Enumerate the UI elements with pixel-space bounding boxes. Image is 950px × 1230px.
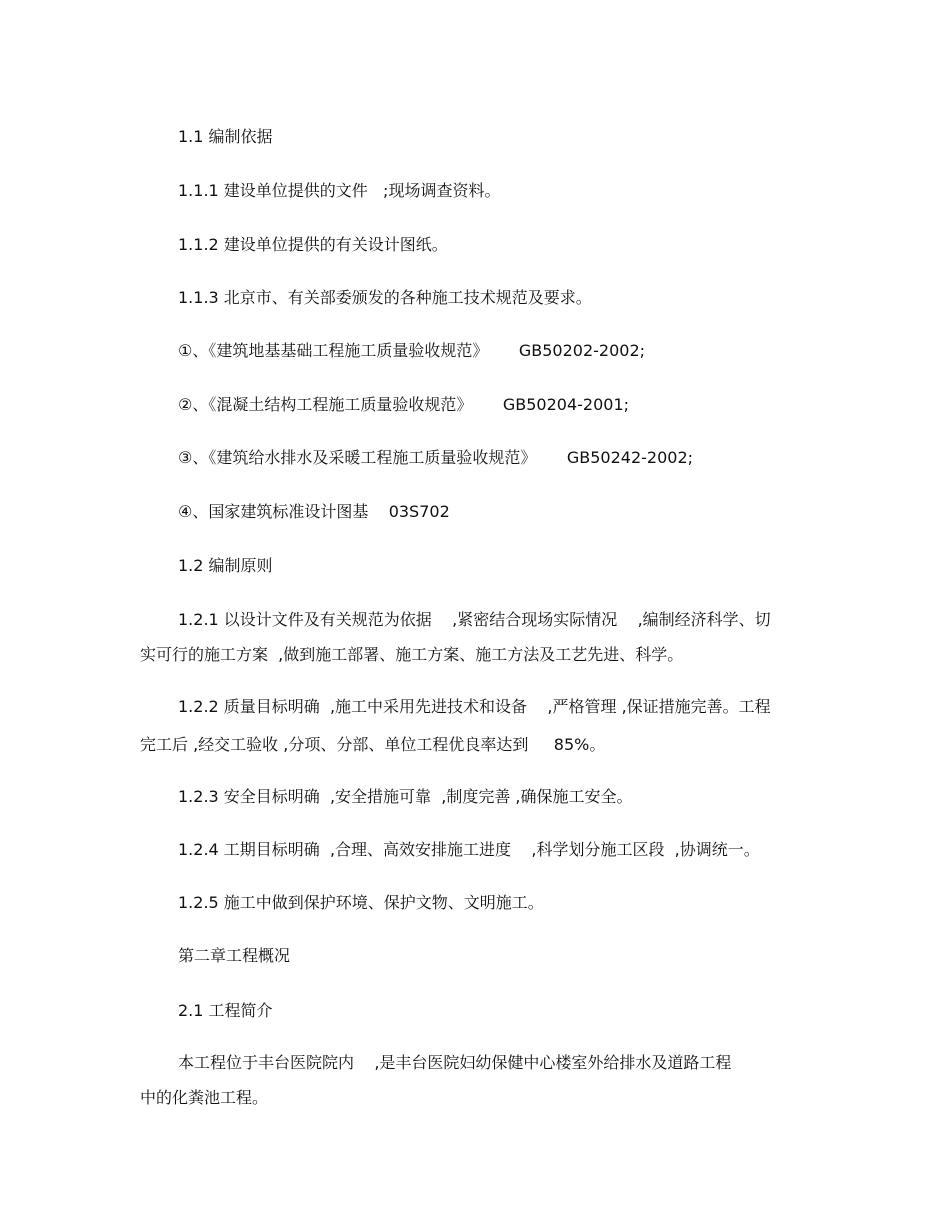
paragraph-2-1-line2: 中的化粪池工程。 bbox=[140, 1088, 269, 1107]
heading-1-2: 1.2 编制原则 bbox=[178, 556, 273, 575]
paragraph-2-1-line1: 本工程位于丰台医院院内 ,是丰台医院妇幼保健中心楼室外给排水及道路工程 bbox=[178, 1053, 732, 1072]
heading-2-1: 2.1 工程简介 bbox=[178, 1001, 273, 1020]
paragraph-1-2-1-line2: 实可行的施工方案 ,做到施工部署、施工方案、施工方法及工艺先进、科学。 bbox=[140, 645, 684, 664]
paragraph-1-2-2-line1: 1.2.2 质量目标明确 ,施工中采用先进技术和设备 ,严格管理 ,保证措施完善。工程 bbox=[178, 697, 771, 716]
paragraph-1-2-4: 1.2.4 工期目标明确 ,合理、高效安排施工进度 ,科学划分施工区段 ,协调统一。 bbox=[178, 840, 760, 859]
standard-item-3: ③、《建筑给水排水及采暖工程施工质量验收规范》 GB50242-2002; bbox=[178, 448, 694, 467]
paragraph-1-2-3: 1.2.3 安全目标明确 ,安全措施可靠 ,制度完善 ,确保施工安全。 bbox=[178, 787, 633, 806]
heading-1-1: 1.1 编制依据 bbox=[178, 127, 273, 146]
paragraph-1-2-5: 1.2.5 施工中做到保护环境、保护文物、文明施工。 bbox=[178, 893, 544, 912]
paragraph-1-1-3: 1.1.3 北京市、有关部委颁发的各种施工技术规范及要求。 bbox=[178, 288, 592, 307]
paragraph-1-2-1-line1: 1.2.1 以设计文件及有关规范为依据 ,紧密结合现场实际情况 ,编制经济科学、切 bbox=[178, 610, 771, 629]
chapter-2-heading: 第二章工程概况 bbox=[178, 946, 291, 965]
paragraph-1-1-1: 1.1.1 建设单位提供的文件 ;现场调查资料。 bbox=[178, 181, 501, 200]
standard-item-1: ①、《建筑地基基础工程施工质量验收规范》 GB50202-2002; bbox=[178, 341, 646, 360]
standard-item-4: ④、国家建筑标准设计图基 03S702 bbox=[178, 502, 450, 521]
paragraph-1-2-2-line2: 完工后 ,经交工验收 ,分项、分部、单位工程优良率达到 85%。 bbox=[140, 735, 606, 754]
standard-item-2: ②、《混凝土结构工程施工质量验收规范》 GB50204-2001; bbox=[178, 395, 630, 414]
paragraph-1-1-2: 1.1.2 建设单位提供的有关设计图纸。 bbox=[178, 235, 448, 254]
